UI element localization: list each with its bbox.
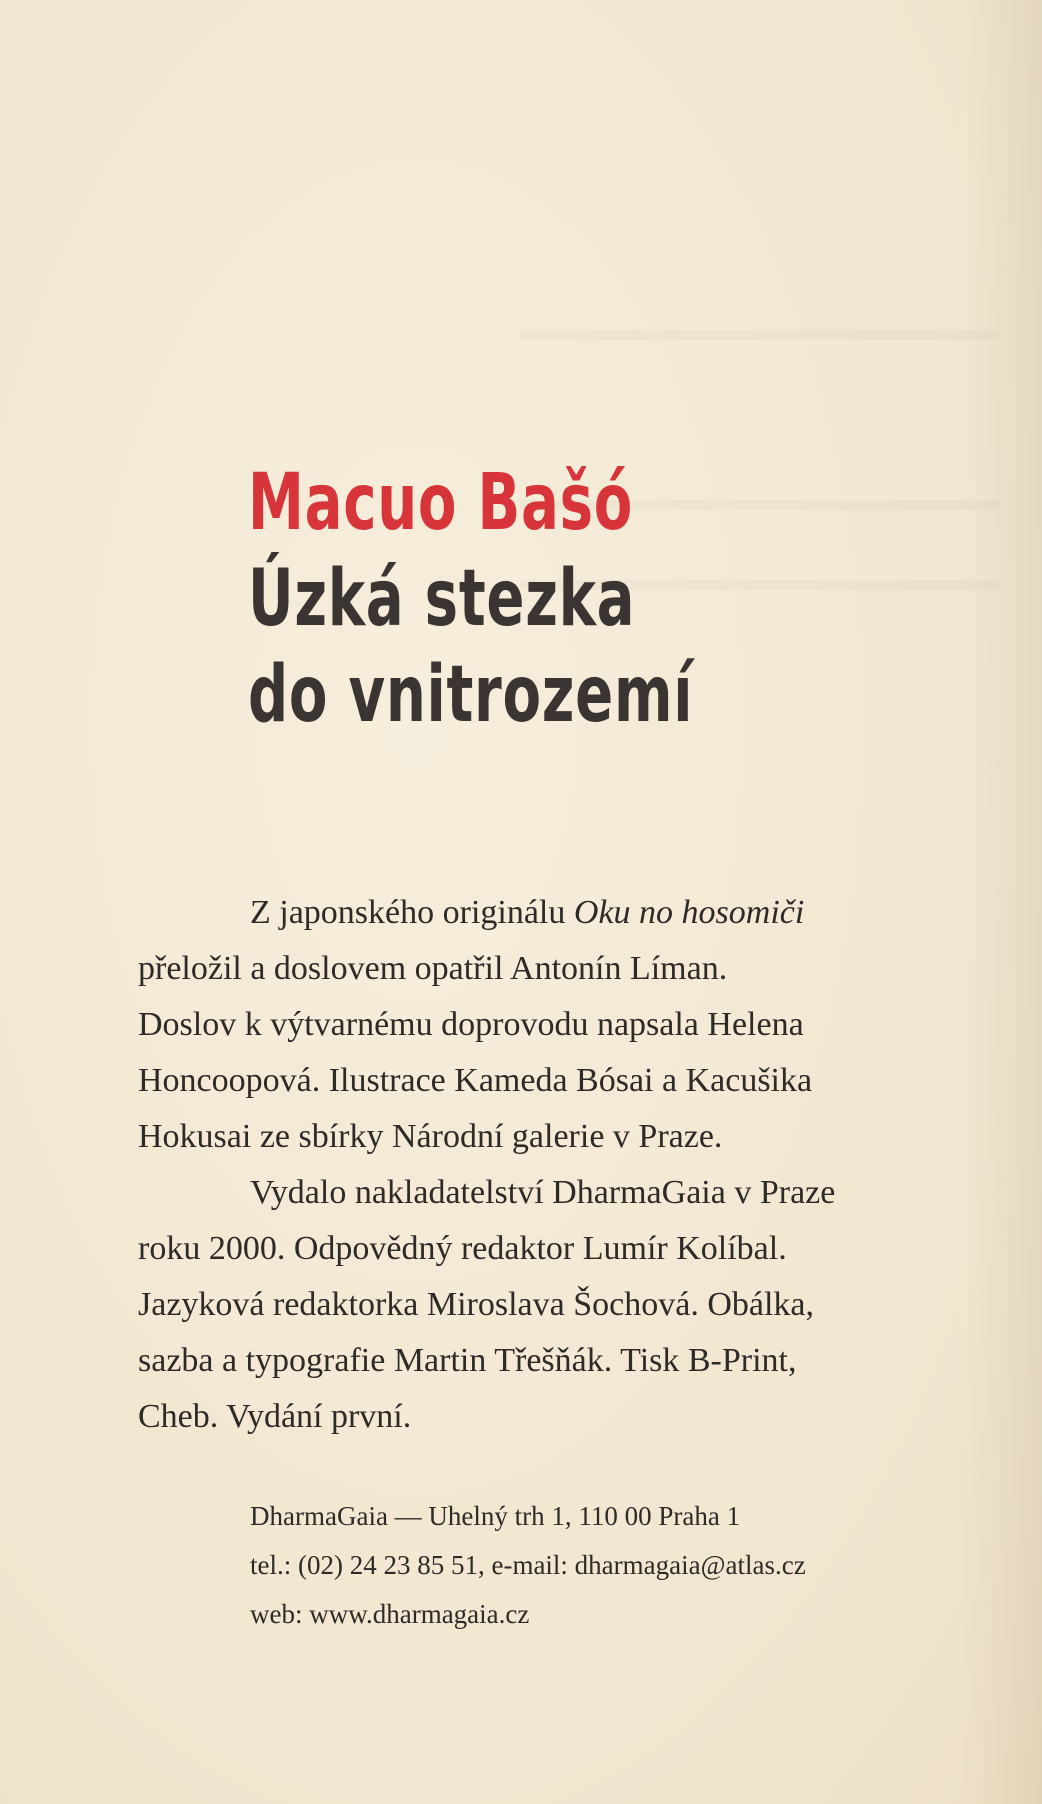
title-block (248, 455, 1008, 743)
credits-line: Vydalo nakladatelství DharmaGaia v Praze (250, 1174, 836, 1211)
credits-line: roku 2000. Odpovědný redaktor Lumír Kolíbal. (138, 1230, 787, 1267)
credits-line: Jazyková redaktorka Miroslava Šochová. Obálka, (138, 1286, 814, 1323)
credits-line: sazba a typografie Martin Třešňák. Tisk B-Print, (138, 1342, 797, 1379)
publisher-colophon (250, 1492, 1010, 1639)
publisher-address: DharmaGaia — Uhelný trh 1, 110 00 Praha 1 (250, 1501, 741, 1531)
author-name: Macuo Bašó (248, 458, 634, 548)
credits-line: Doslov k výtvarnému doprovodu napsala Helena (138, 1006, 804, 1043)
credits-line (138, 885, 968, 941)
credits-line: Honcoopová. Ilustrace Kameda Bósai a Kacušika (138, 1062, 813, 1099)
credits-line: Hokusai ze sbírky Národní galerie v Praze. (138, 1118, 723, 1155)
book-title-line-2: do vnitrozemí (248, 650, 694, 740)
credits-line: Cheb. Vydání první. (138, 1398, 412, 1435)
original-title: Oku no hosomiči (573, 894, 805, 931)
credits-line: přeložil a doslovem opatřil Antonín Líman. (138, 950, 728, 987)
show-through-mark (520, 330, 1000, 340)
publisher-web: web: www.dharmagaia.cz (250, 1599, 530, 1629)
credits-text (138, 885, 968, 1445)
credits-prefix: Z japonského originálu (250, 894, 574, 931)
book-title-line-1: Úzká stezka (248, 554, 636, 644)
publisher-contact: tel.: (02) 24 23 85 51, e-mail: dharmagaia@atlas.cz (250, 1550, 806, 1580)
